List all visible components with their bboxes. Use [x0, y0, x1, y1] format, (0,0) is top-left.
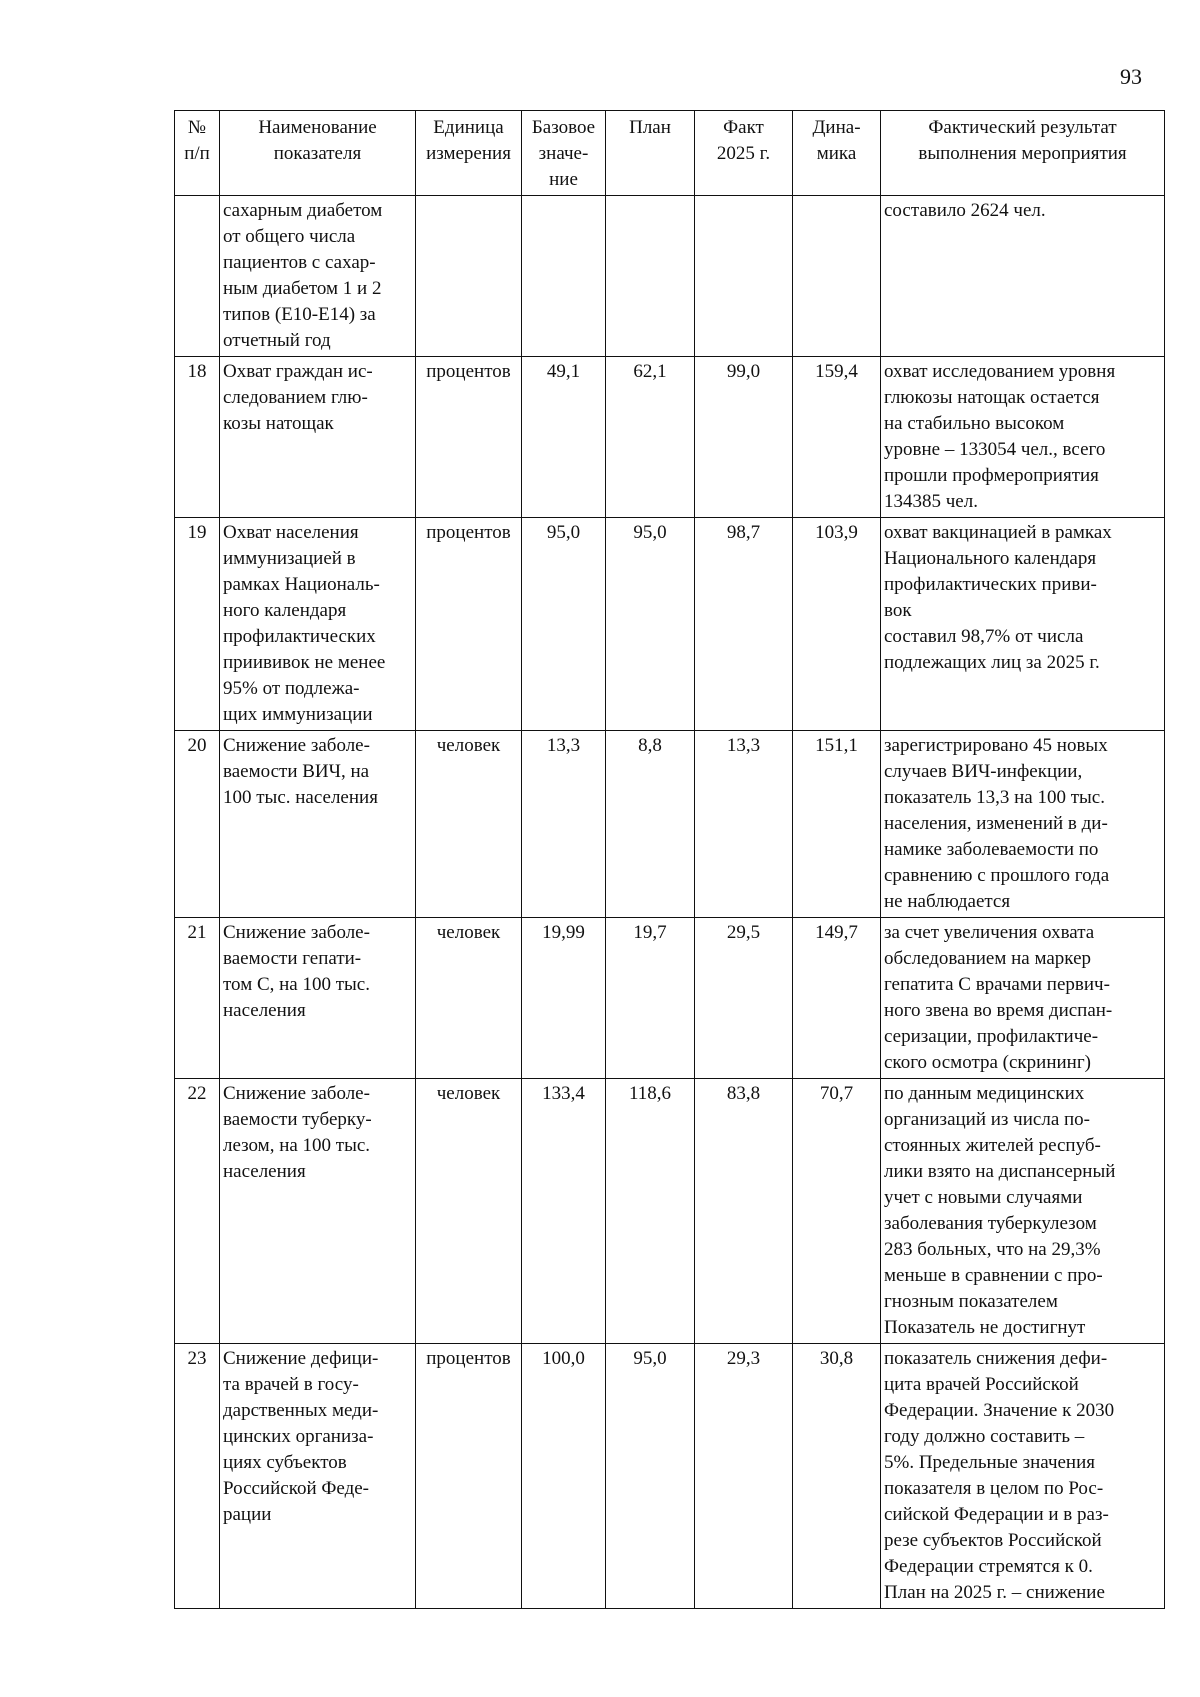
- row-fact: 99,0: [695, 357, 793, 518]
- table-header-row: [175, 111, 1165, 196]
- row-name: Охват населения иммунизацией в рамках Националь- ного календаря профилактических приививок не менее 95% от подлежа- щих иммунизации: [220, 518, 416, 731]
- table-row: [175, 357, 1165, 518]
- row-dynamics: 30,8: [793, 1344, 881, 1609]
- header-plan: План: [606, 111, 695, 196]
- row-unit: человек: [416, 918, 522, 1079]
- row-dynamics: 103,9: [793, 518, 881, 731]
- table-row: [175, 731, 1165, 918]
- row-result: показатель снижения дефи- цита врачей Российской Федерации. Значение к 2030 году должно составить – 5%. Предельные значения показателя в целом по Рос- сийской Федерации и в раз- резе субъектов Российской Федерации стремятся к 0. План на 2025 г. – снижение: [881, 1344, 1165, 1609]
- row-dynamics: 151,1: [793, 731, 881, 918]
- row-result: зарегистрировано 45 новых случаев ВИЧ-инфекции, показатель 13,3 на 100 тыс. населения, изменений в ди- намике заболеваемости по сравнению с прошлого года не наблюдается: [881, 731, 1165, 918]
- indicators-table: [174, 110, 1165, 1609]
- row-dynamics: 149,7: [793, 918, 881, 1079]
- row-name: сахарным диабетом от общего числа пациентов с сахар- ным диабетом 1 и 2 типов (Е10-Е14) за отчетный год: [220, 196, 416, 357]
- row-unit: процентов: [416, 518, 522, 731]
- row-plan: 62,1: [606, 357, 695, 518]
- row-num: 20: [175, 731, 220, 918]
- row-base: 19,99: [522, 918, 606, 1079]
- header-name: Наименование показателя: [220, 111, 416, 196]
- page-number: 93: [1120, 64, 1142, 89]
- row-fact: 29,5: [695, 918, 793, 1079]
- row-fact: 98,7: [695, 518, 793, 731]
- row-plan: 95,0: [606, 1344, 695, 1609]
- row-fact: 83,8: [695, 1079, 793, 1344]
- row-result: составило 2624 чел.: [881, 196, 1165, 357]
- row-name: Снижение дефици- та врачей в госу- дарственных меди- цинских организа- циях субъектов Российской Феде- рации: [220, 1344, 416, 1609]
- header-num: № п/п: [175, 111, 220, 196]
- header-base: Базовое значе- ние: [522, 111, 606, 196]
- row-name: Снижение заболе- ваемости ВИЧ, на 100 тыс. населения: [220, 731, 416, 918]
- row-plan: 19,7: [606, 918, 695, 1079]
- row-plan: [606, 196, 695, 357]
- table-row: [175, 196, 1165, 357]
- row-result: по данным медицинских организаций из числа по- стоянных жителей респуб- лики взято на диспансерный учет с новыми случаями заболевания туберкулезом 283 больных, что на 29,3% меньше в сравнении с про- гнозным показателем Показатель не достигнут: [881, 1079, 1165, 1344]
- header-unit: Единица измерения: [416, 111, 522, 196]
- table-row: [175, 518, 1165, 731]
- row-num: 18: [175, 357, 220, 518]
- row-name: Охват граждан ис- следованием глю- козы натощак: [220, 357, 416, 518]
- table-row: [175, 1344, 1165, 1609]
- row-base: 100,0: [522, 1344, 606, 1609]
- row-num: 19: [175, 518, 220, 731]
- row-unit: человек: [416, 731, 522, 918]
- row-plan: 118,6: [606, 1079, 695, 1344]
- row-base: 13,3: [522, 731, 606, 918]
- row-fact: [695, 196, 793, 357]
- header-result: Фактический результат выполнения мероприятия: [881, 111, 1165, 196]
- row-dynamics: [793, 196, 881, 357]
- row-unit: человек: [416, 1079, 522, 1344]
- row-result: охват исследованием уровня глюкозы натощак остается на стабильно высоком уровне – 133054 чел., всего прошли профмероприятия 134385 чел.: [881, 357, 1165, 518]
- row-dynamics: 159,4: [793, 357, 881, 518]
- row-dynamics: 70,7: [793, 1079, 881, 1344]
- table-row: [175, 918, 1165, 1079]
- header-dynamics: Дина- мика: [793, 111, 881, 196]
- row-num: 23: [175, 1344, 220, 1609]
- row-base: 95,0: [522, 518, 606, 731]
- row-fact: 29,3: [695, 1344, 793, 1609]
- row-unit: процентов: [416, 1344, 522, 1609]
- row-unit: [416, 196, 522, 357]
- row-num: 22: [175, 1079, 220, 1344]
- row-plan: 8,8: [606, 731, 695, 918]
- row-name: Снижение заболе- ваемости туберку- лезом, на 100 тыс. населения: [220, 1079, 416, 1344]
- row-result: за счет увеличения охвата обследованием на маркер гепатита С врачами первич- ного звена во время диспан- серизации, профилактиче- ского осмотра (скрининг): [881, 918, 1165, 1079]
- table-row: [175, 1079, 1165, 1344]
- row-base: 49,1: [522, 357, 606, 518]
- row-name: Снижение заболе- ваемости гепати- том С, на 100 тыс. населения: [220, 918, 416, 1079]
- row-plan: 95,0: [606, 518, 695, 731]
- row-base: [522, 196, 606, 357]
- row-num: [175, 196, 220, 357]
- row-unit: процентов: [416, 357, 522, 518]
- row-num: 21: [175, 918, 220, 1079]
- row-result: охват вакцинацией в рамках Национального календаря профилактических приви- вок составил 98,7% от числа подлежащих лиц за 2025 г.: [881, 518, 1165, 731]
- row-fact: 13,3: [695, 731, 793, 918]
- header-fact: Факт 2025 г.: [695, 111, 793, 196]
- row-base: 133,4: [522, 1079, 606, 1344]
